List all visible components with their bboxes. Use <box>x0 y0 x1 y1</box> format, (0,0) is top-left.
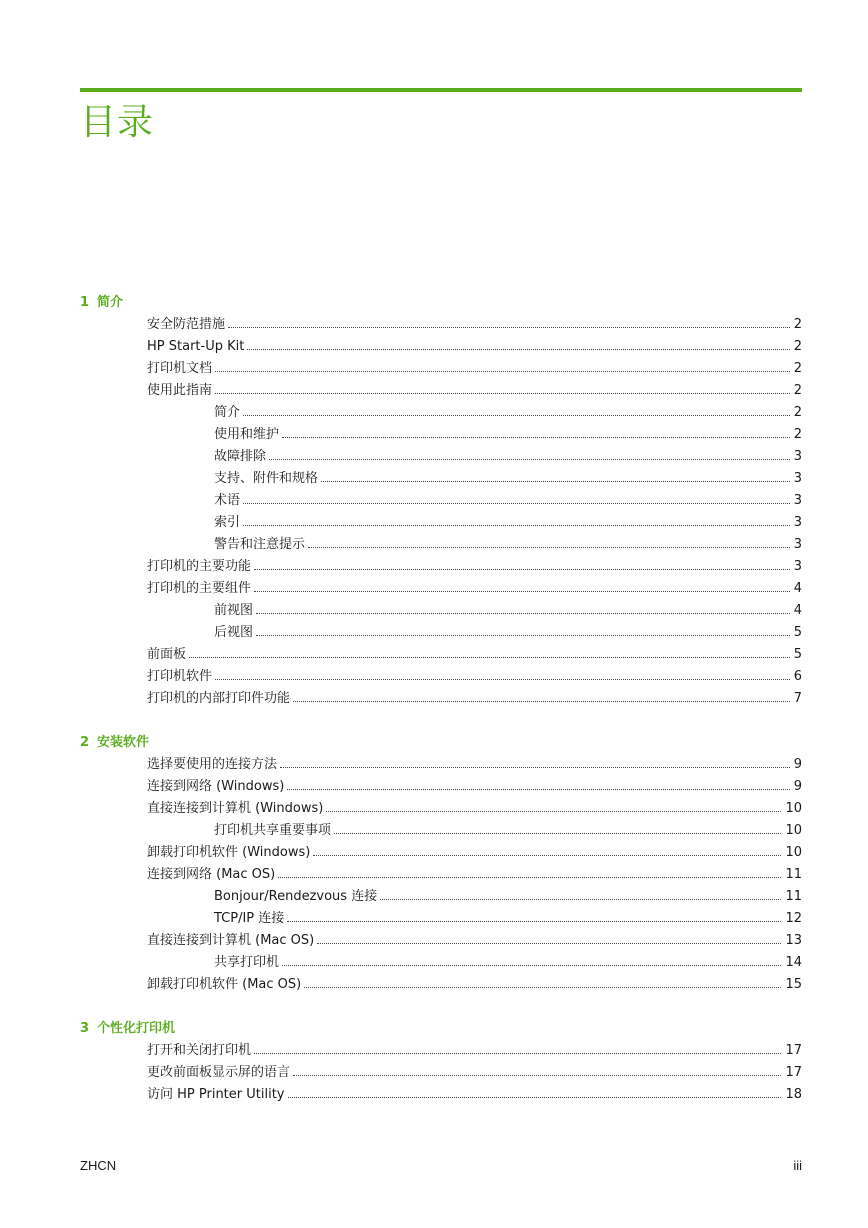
dot-leader <box>215 361 790 372</box>
dot-leader <box>293 691 790 702</box>
toc-entry[interactable] <box>80 886 802 908</box>
toc-entry-page: 3 <box>793 449 802 464</box>
dot-leader <box>256 625 790 636</box>
dot-leader <box>254 559 790 570</box>
toc-entry[interactable] <box>80 402 802 424</box>
toc-entry-page: 3 <box>793 537 802 552</box>
chapter-title: 安装软件 <box>97 735 150 750</box>
toc-entry-label: Bonjour/Rendezvous 连接 <box>214 889 378 904</box>
toc-entry-label: 打印机文档 <box>147 361 213 376</box>
toc-entry[interactable] <box>80 380 802 402</box>
toc-entry-label: 故障排除 <box>214 449 267 464</box>
table-of-contents <box>80 292 802 1128</box>
toc-entry-page: 15 <box>785 977 802 992</box>
toc-chapter <box>80 1018 802 1106</box>
toc-entry-label: 支持、附件和规格 <box>214 471 319 486</box>
toc-entry[interactable] <box>80 666 802 688</box>
toc-entry-label: 打印机共享重要事项 <box>214 823 332 838</box>
chapter-heading[interactable] <box>80 292 802 314</box>
toc-entry[interactable] <box>80 424 802 446</box>
toc-entry[interactable] <box>80 864 802 886</box>
toc-entry[interactable] <box>80 314 802 336</box>
chapter-number: 3 <box>80 1021 90 1036</box>
toc-entry-page: 3 <box>793 515 802 530</box>
toc-entry-page: 11 <box>785 889 802 904</box>
toc-entry-page: 12 <box>785 911 802 926</box>
chapter-number: 1 <box>80 295 90 310</box>
toc-entry-label: 打印机的内部打印件功能 <box>147 691 291 706</box>
toc-entry-page: 4 <box>793 603 802 618</box>
toc-entry[interactable] <box>80 776 802 798</box>
toc-entry-label: 卸载打印机软件 (Windows) <box>147 845 311 860</box>
toc-entry-label: 更改前面板显示屏的语言 <box>147 1065 291 1080</box>
toc-entry[interactable] <box>80 930 802 952</box>
dot-leader <box>278 867 781 878</box>
title-rule <box>80 88 802 92</box>
toc-entry-page: 17 <box>785 1043 802 1058</box>
dot-leader <box>256 603 790 614</box>
toc-entry[interactable] <box>80 754 802 776</box>
toc-entry-label: 访问 HP Printer Utility <box>147 1087 285 1102</box>
toc-entry-label: 连接到网络 (Windows) <box>147 779 285 794</box>
toc-entry-page: 10 <box>785 823 802 838</box>
toc-entry-page: 10 <box>785 801 802 816</box>
toc-entry-label: 打印机软件 <box>147 669 213 684</box>
toc-entry[interactable] <box>80 908 802 930</box>
toc-entry[interactable] <box>80 644 802 666</box>
toc-entry-label: TCP/IP 连接 <box>214 911 285 926</box>
dot-leader <box>247 339 789 350</box>
dot-leader <box>288 1087 782 1098</box>
chapter-heading[interactable] <box>80 732 802 754</box>
toc-entry-page: 5 <box>793 647 802 662</box>
toc-entry-page: 2 <box>793 383 802 398</box>
toc-entry[interactable] <box>80 358 802 380</box>
toc-entry-label: 打开和关闭打印机 <box>147 1043 252 1058</box>
toc-entry-label: 术语 <box>214 493 241 508</box>
dot-leader <box>254 1043 781 1054</box>
toc-entry-label: 前面板 <box>147 647 187 662</box>
toc-entry[interactable] <box>80 952 802 974</box>
toc-entry-page: 9 <box>793 779 802 794</box>
toc-entry-label: 索引 <box>214 515 241 530</box>
dot-leader <box>321 471 790 482</box>
toc-entry-label: 后视图 <box>214 625 254 640</box>
toc-entry-label: 前视图 <box>214 603 254 618</box>
toc-entry-page: 6 <box>793 669 802 684</box>
dot-leader <box>269 449 790 460</box>
dot-leader <box>287 911 781 922</box>
toc-entry-label: 共享打印机 <box>214 955 280 970</box>
toc-entry-label: 直接连接到计算机 (Windows) <box>147 801 324 816</box>
toc-chapter <box>80 292 802 710</box>
dot-leader <box>308 537 790 548</box>
toc-entry[interactable] <box>80 556 802 578</box>
toc-entry-page: 10 <box>785 845 802 860</box>
toc-entry[interactable] <box>80 820 802 842</box>
toc-entry-label: 使用此指南 <box>147 383 213 398</box>
toc-entry-page: 3 <box>793 471 802 486</box>
footer-page-number: iii <box>793 1158 802 1173</box>
toc-entry[interactable] <box>80 1040 802 1062</box>
toc-entry[interactable] <box>80 512 802 534</box>
toc-entry-page: 11 <box>785 867 802 882</box>
dot-leader <box>243 515 790 526</box>
toc-entry-page: 2 <box>793 317 802 332</box>
chapter-title: 简介 <box>97 295 124 310</box>
dot-leader <box>380 889 781 900</box>
toc-entry-page: 7 <box>793 691 802 706</box>
dot-leader <box>254 581 790 592</box>
dot-leader <box>243 493 790 504</box>
toc-entry-label: 直接连接到计算机 (Mac OS) <box>147 933 315 948</box>
toc-entry[interactable] <box>80 842 802 864</box>
toc-entry-label: 打印机的主要组件 <box>147 581 252 596</box>
toc-entry-label: 简介 <box>214 405 241 420</box>
dot-leader <box>215 383 790 394</box>
toc-entry-label: HP Start-Up Kit <box>147 339 245 354</box>
toc-entry[interactable] <box>80 622 802 644</box>
toc-entry-page: 4 <box>793 581 802 596</box>
toc-entry[interactable] <box>80 468 802 490</box>
toc-entry-page: 2 <box>793 405 802 420</box>
toc-entry-page: 3 <box>793 493 802 508</box>
dot-leader <box>215 669 790 680</box>
toc-chapter <box>80 732 802 996</box>
dot-leader <box>293 1065 781 1076</box>
toc-entry[interactable] <box>80 974 802 996</box>
toc-entry-label: 安全防范措施 <box>147 317 226 332</box>
toc-entry-label: 打印机的主要功能 <box>147 559 252 574</box>
toc-entry-label: 选择要使用的连接方法 <box>147 757 278 772</box>
dot-leader <box>228 317 790 328</box>
toc-entry-label: 连接到网络 (Mac OS) <box>147 867 276 882</box>
dot-leader <box>304 977 781 988</box>
toc-entry-page: 14 <box>785 955 802 970</box>
chapter-number: 2 <box>80 735 90 750</box>
dot-leader <box>313 845 781 856</box>
toc-entry[interactable] <box>80 336 802 358</box>
footer-language-code: ZHCN <box>80 1158 117 1173</box>
chapter-title: 个性化打印机 <box>97 1021 176 1036</box>
toc-entry-page: 2 <box>793 339 802 354</box>
dot-leader <box>282 427 790 438</box>
toc-entry[interactable] <box>80 1062 802 1084</box>
page-title: 目录 <box>80 102 155 143</box>
toc-entry-label: 使用和维护 <box>214 427 280 442</box>
toc-entry-page: 3 <box>793 559 802 574</box>
toc-entry-label: 警告和注意提示 <box>214 537 306 552</box>
dot-leader <box>317 933 781 944</box>
toc-entry[interactable] <box>80 534 802 556</box>
toc-entry-page: 2 <box>793 427 802 442</box>
dot-leader <box>334 823 781 834</box>
toc-entry[interactable] <box>80 798 802 820</box>
toc-entry-page: 9 <box>793 757 802 772</box>
toc-entry-page: 13 <box>785 933 802 948</box>
toc-entry[interactable] <box>80 578 802 600</box>
toc-entry-label: 卸载打印机软件 (Mac OS) <box>147 977 302 992</box>
toc-entry-page: 5 <box>793 625 802 640</box>
chapter-heading[interactable] <box>80 1018 802 1040</box>
dot-leader <box>326 801 781 812</box>
toc-entry[interactable] <box>80 688 802 710</box>
toc-entry-page: 2 <box>793 361 802 376</box>
toc-entry-page: 18 <box>785 1087 802 1102</box>
toc-entry[interactable] <box>80 600 802 622</box>
toc-entry[interactable] <box>80 490 802 512</box>
dot-leader <box>287 779 789 790</box>
dot-leader <box>282 955 781 966</box>
dot-leader <box>243 405 790 416</box>
toc-entry[interactable] <box>80 1084 802 1106</box>
toc-entry-page: 17 <box>785 1065 802 1080</box>
dot-leader <box>189 647 790 658</box>
dot-leader <box>280 757 790 768</box>
toc-entry[interactable] <box>80 446 802 468</box>
